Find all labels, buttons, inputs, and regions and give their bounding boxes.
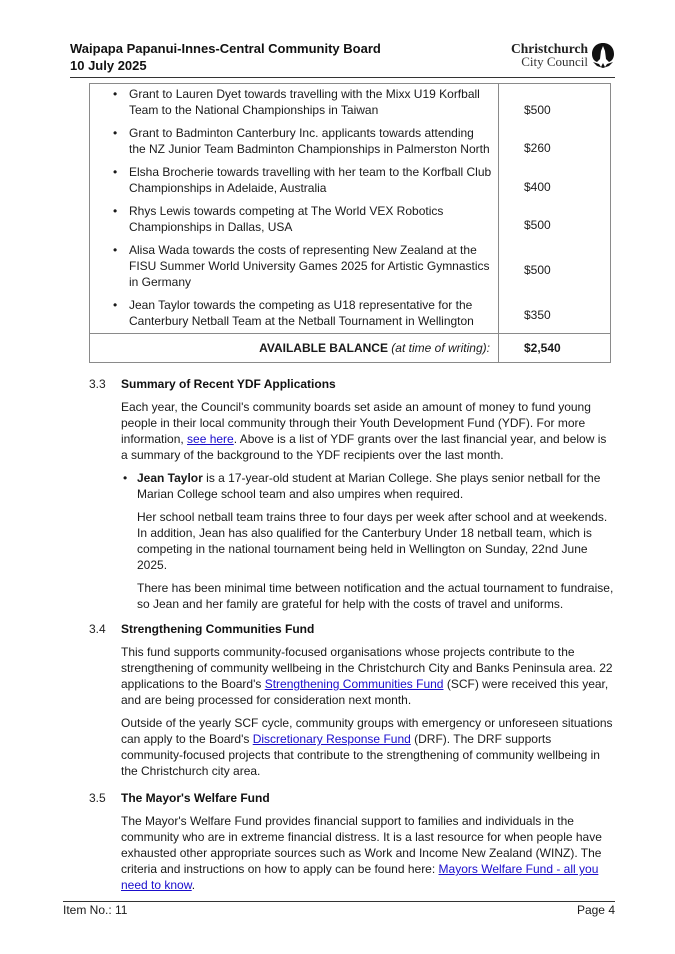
recipient-bullet: • Jean Taylor is a 17-year-old student at Marian College. She plays senior netball for the Marian College school team and also umpires when required. (121, 470, 615, 502)
page-footer (63, 901, 615, 918)
grant-item: • Grant to Badminton Canterbury Inc. applicants towards attending the NZ Junior Team Badminton Championships in Palmerston North (109, 125, 492, 157)
grant-amount: $350 (524, 308, 551, 322)
grant-amount: $400 (524, 180, 551, 194)
section-title: Summary of Recent YDF Applications (121, 377, 336, 391)
section-number: 3.4 (89, 622, 106, 636)
scf-link[interactable]: Strengthening Communities Fund (264, 677, 444, 691)
balance-label-cell (90, 334, 499, 363)
drf-link[interactable]: Discretionary Response Fund (252, 732, 411, 746)
grant-item: • Alisa Wada towards the costs of representing New Zealand at the FISU Summer World University Games 2025 for Artistic Gymnastics in Germany (109, 242, 492, 290)
balance-label: AVAILABLE BALANCE (259, 341, 388, 355)
meeting-date: 10 July 2025 (70, 58, 147, 73)
grant-item: • Grant to Lauren Dyet towards travelling with the Mixx U19 Korfball Team to the National Championships in Taiwan (109, 86, 492, 118)
logo-line1: Christchurch (510, 41, 588, 56)
ydf-grants-table (89, 83, 611, 363)
see-here-link[interactable]: see here (187, 432, 234, 446)
recipient-paragraph: There has been minimal time between notification and the actual tournament to fundraise, so Jean and her family are grateful for help with the costs of travel and uniforms. (137, 581, 614, 611)
logo-line2: City Council (521, 54, 588, 69)
section-3-4 (89, 621, 615, 786)
grant-descriptions-cell (90, 84, 499, 334)
grant-item: • Elsha Brocherie towards travelling with her team to the Korfball Club Championships in Adelaide, Australia (109, 164, 492, 196)
grant-item: • Rhys Lewis towards competing at The World VEX Robotics Championships in Dallas, USA (109, 203, 492, 235)
balance-value: $2,540 (499, 334, 611, 363)
recipient-paragraph: Her school netball team trains three to four days per week after school and at weekends. In addition, Jean has also qualified for the Canterbury Under 18 netball team, which is competing in the national tournament being held in Wellington on Sunday, 22nd June 2025. (137, 510, 608, 572)
balance-note: (at time of writing): (391, 341, 490, 355)
section-number: 3.3 (89, 377, 106, 391)
board-name: Waipapa Papanui-Innes-Central Community Board (70, 41, 381, 56)
page-header (70, 40, 615, 78)
mayors-fund-paragraph: The Mayor's Welfare Fund provides financial support to families and individuals in the community who are in extreme financial distress. It is a last resource for when people have exhausted other appropriate sources such as Work and Income New Zealand (WINZ). The criteria and instructions on how to apply can be found here: Mayors Welfare Fund - all you need to know. (121, 814, 602, 892)
section-3-5 (89, 790, 615, 900)
page-number: Page 4 (576, 903, 615, 917)
recipient-name: Jean Taylor (137, 471, 203, 485)
grant-amount: $500 (524, 103, 551, 117)
section-number: 3.5 (89, 791, 106, 805)
grant-item: • Jean Taylor towards the competing as U18 representative for the Canterbury Netball Team at the Netball Tournament in Wellington (109, 297, 492, 329)
item-number: Item No.: 11 (63, 903, 128, 917)
section-title: The Mayor's Welfare Fund (121, 791, 270, 805)
mayors-welfare-fund-link[interactable]: Mayors Welfare Fund - all you need to know (121, 862, 599, 892)
section-title: Strengthening Communities Fund (121, 622, 315, 636)
table-row (90, 84, 611, 334)
grant-amount: $500 (524, 263, 551, 277)
scf-paragraph: This fund supports community-focused organisations whose projects contribute to the strengthening of community wellbeing in the Christchurch City and Banks Peninsula area. 22 applications to the Board's Strengthening Communities Fund (SCF) were received this year, and are being processed for consideration next month. (121, 645, 613, 707)
grant-amounts-cell (499, 84, 611, 334)
drf-paragraph: Outside of the yearly SCF cycle, community groups with emergency or unforeseen situations can apply to the Board's Discretionary Response Fund (DRF). The DRF supports community-focused projects that contribute to the strengthening of community wellbeing in the Christchurch city area. (121, 716, 613, 778)
cathedral-logo-icon (591, 42, 615, 68)
grant-amount: $500 (524, 218, 551, 232)
section-3-3 (89, 376, 615, 619)
grant-amount: $260 (524, 141, 551, 155)
ydf-intro-paragraph: Each year, the Council's community boards set aside an amount of money to fund young people in their local community through their Youth Development Fund (YDF). For more information, see here. Above is a list of YDF grants over the last financial year, and below is a summary of the background to the YDF recipients over the last month. (121, 400, 607, 462)
council-logo (511, 42, 615, 68)
balance-row (90, 334, 611, 363)
